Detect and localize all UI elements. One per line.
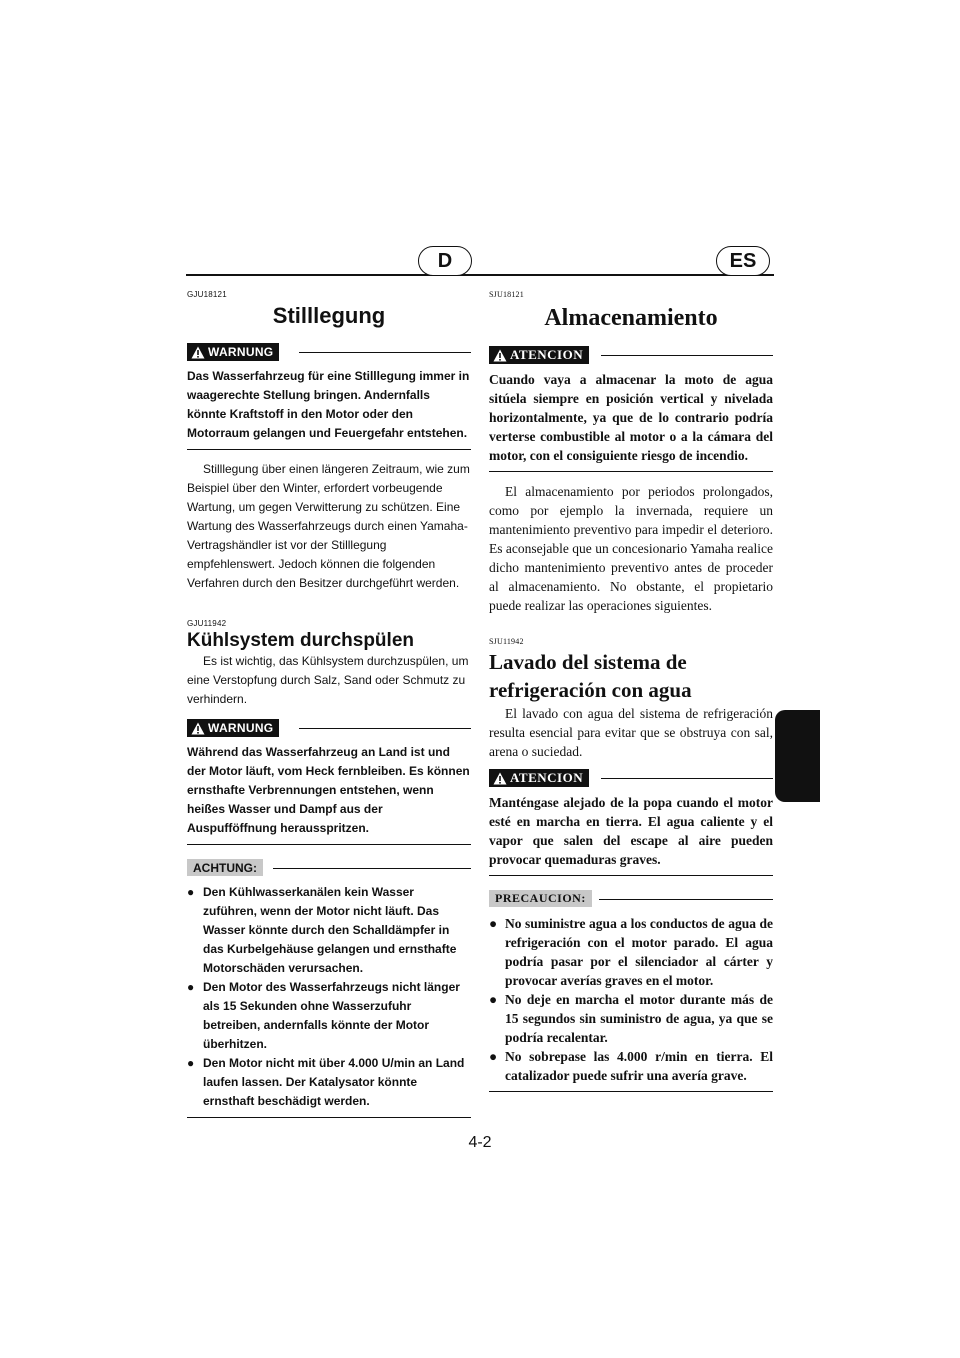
caution-label: PRECAUCION: bbox=[489, 890, 592, 907]
warning-end-rule bbox=[489, 875, 773, 876]
warning-end-rule bbox=[187, 844, 471, 845]
warning-label-text: ATENCION bbox=[510, 770, 584, 785]
page-number: 4-2 bbox=[468, 1134, 492, 1151]
spanish-column bbox=[489, 290, 773, 1092]
caution-end-rule bbox=[489, 1091, 773, 1092]
section-title: Almacenamiento bbox=[544, 305, 718, 331]
warning-rule bbox=[299, 728, 471, 729]
list-item: ● Den Kühlwasserkanälen kein Wasser zuführen, wenn der Motor nicht läuft. Das Wasser könnte durch den Schalldämpfer in das Kurbelgehäuse gelangen und ernsthafte Motorschäden verursachen. bbox=[187, 885, 457, 975]
warning-end-rule bbox=[187, 449, 471, 450]
warning-triangle-icon bbox=[191, 722, 205, 735]
list-item: ● No deje en marcha el motor durante más de 15 segundos sin suministro de agua, ya que se podría recalentar. bbox=[489, 992, 773, 1045]
section-code: SJU11942 bbox=[489, 637, 524, 646]
bullet-icon: ● bbox=[489, 1049, 498, 1064]
warning-label bbox=[187, 719, 279, 737]
warning-rule bbox=[299, 352, 471, 353]
body-paragraph: Es ist wichtig, das Kühlsystem durchzuspülen, um eine Verstopfung durch Salz, Sand oder Schmutz zu verhindern. bbox=[187, 654, 469, 706]
list-item: ● No sobrepase las 4.000 r/min en tierra. El catalizador puede sufrir una avería grave. bbox=[489, 1049, 773, 1083]
section-title: Lavado del sistema de refrigeración con agua bbox=[489, 650, 692, 702]
warning-rule bbox=[601, 355, 773, 356]
list-item: ● Den Motor nicht mit über 4.000 U/min an Land laufen lassen. Der Katalysator könnte ernsthaft beschädigt werden. bbox=[187, 1056, 465, 1108]
warning-triangle-icon bbox=[493, 349, 507, 362]
language-badge-spanish: ES bbox=[716, 246, 770, 276]
warning-triangle-icon bbox=[191, 346, 205, 359]
section-title: Kühlsystem durchspülen bbox=[187, 630, 414, 651]
warning-text: Cuando vaya a almacenar la moto de agua sitúela siempre en posición vertical y nivelada horizontalmente, ya que de lo contrario podría verterse combustible al motor o a la cámara del motor, con el consiguiente riesgo de incendio. bbox=[489, 372, 773, 463]
warning-end-rule bbox=[489, 471, 773, 472]
caution-rule bbox=[273, 868, 471, 869]
body-paragraph: El lavado con agua del sistema de refrigeración resulta esencial para evitar que se obstruya con sal, arena o suciedad. bbox=[489, 706, 773, 759]
language-header bbox=[186, 246, 774, 278]
warning-triangle-icon bbox=[493, 772, 507, 785]
bullet-icon: ● bbox=[187, 885, 195, 899]
bullet-icon: ● bbox=[489, 916, 498, 931]
warning-text: Während das Wasserfahrzeug an Land ist und der Motor läuft, vom Heck fernbleiben. Es können ernsthafte Verbrennungen entstehen, wenn heißes Wasser und Dampf aus der Auspufföffnung herausspritzen. bbox=[187, 745, 470, 835]
header-rule bbox=[186, 274, 774, 276]
body-paragraph: El almacenamiento por periodos prolongados, como por ejemplo la invernada, requiere un mantenimiento preventivo para impedir el deterioro. Es aconsejable que un concesionario Yamaha realice dicho mantenimiento preventivo antes de proceder al almacenamiento. No obstante, el propietario puede realizar las operaciones siguientes. bbox=[489, 484, 773, 613]
bullet-icon: ● bbox=[187, 980, 195, 994]
warning-rule bbox=[601, 778, 773, 779]
list-item: ● No suministre agua a los conductos de agua de refrigeración con el motor parado. El agua podría pasar por el silenciador al cárter y provocar averías graves en el motor. bbox=[489, 916, 773, 988]
warning-label-text: WARNUNG bbox=[208, 345, 274, 359]
caution-list bbox=[489, 914, 773, 1085]
caution-rule bbox=[599, 899, 773, 900]
bullet-icon: ● bbox=[187, 1056, 195, 1070]
section-title: Stilllegung bbox=[272, 303, 386, 328]
german-column bbox=[187, 290, 471, 1118]
warning-label-text: WARNUNG bbox=[208, 721, 274, 735]
caution-label: ACHTUNG: bbox=[187, 859, 263, 876]
section-code: GJU18121 bbox=[187, 290, 227, 299]
caution-list bbox=[187, 883, 471, 1111]
body-paragraph: Stilllegung über einen längeren Zeitraum, wie zum Beispiel über den Winter, erfordert vorbeugende Wartung, um gegen Verwitterung zu schützen. Eine Wartung des Wasserfahrzeugs durch einen Yamaha-Vertragshändler ist vor der Stilllegung empfehlenswert. Jedoch können die folgenden Verfahren durch den Besitzer durchgeführt werden. bbox=[187, 462, 470, 590]
warning-header bbox=[187, 719, 471, 741]
language-badge-german: D bbox=[418, 246, 472, 276]
list-item: ● Den Motor des Wasserfahrzeugs nicht länger als 15 Sekunden ohne Wasserzufuhr betreiben, andernfalls könnte der Motor überhitzen. bbox=[187, 980, 460, 1051]
warning-label-text: ATENCION bbox=[510, 347, 584, 362]
warning-header bbox=[489, 769, 773, 791]
warning-header bbox=[489, 346, 773, 368]
warning-label bbox=[187, 343, 279, 361]
warning-header bbox=[187, 343, 471, 365]
caution-header bbox=[187, 859, 471, 881]
warning-text: Manténgase alejado de la popa cuando el motor esté en marcha en tierra. El agua caliente y el vapor que salen del escape al aire pueden provocar quemaduras graves. bbox=[489, 795, 773, 867]
caution-end-rule bbox=[187, 1117, 471, 1118]
warning-label bbox=[489, 769, 589, 787]
bullet-icon: ● bbox=[489, 992, 498, 1007]
warning-label bbox=[489, 346, 589, 364]
caution-header bbox=[489, 890, 773, 912]
chapter-thumb-tab bbox=[775, 710, 820, 802]
section-code: GJU11942 bbox=[187, 619, 227, 628]
warning-text: Das Wasserfahrzeug für eine Stilllegung immer in waagerechte Stellung bringen. Andernfalls könnte Kraftstoff in den Motor oder den Motorraum gelangen und Feuergefahr entstehen. bbox=[187, 369, 470, 440]
section-code: SJU18121 bbox=[489, 290, 524, 299]
